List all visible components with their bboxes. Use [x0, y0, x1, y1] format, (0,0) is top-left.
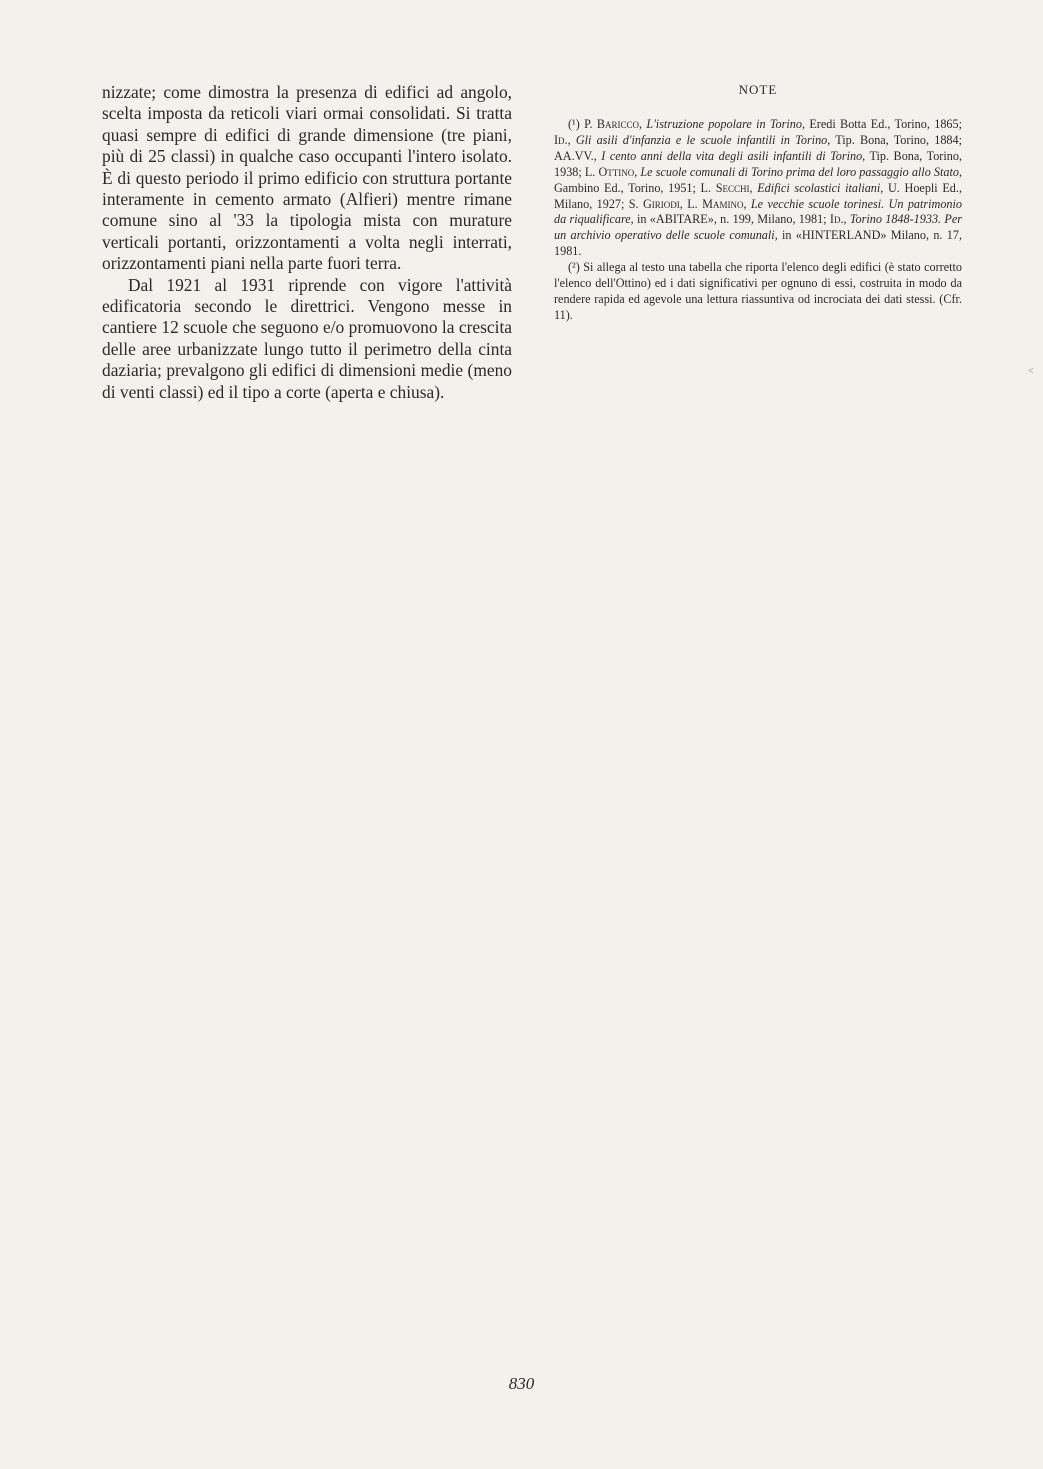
- footnote-text: ,: [749, 180, 758, 195]
- footnote-text: ,: [639, 117, 647, 131]
- notes-heading: NOTE: [738, 82, 778, 97]
- footnote-text: , Tip. Bona, Torino, 1884; AA.VV.,: [554, 132, 963, 163]
- footnote-1-mark: (¹) P.: [568, 117, 597, 131]
- footnote-text: ,: [567, 132, 576, 147]
- footnote-text: , Gambino Ed., Torino, 1951; L.: [554, 164, 962, 195]
- author-name: Ottino: [598, 164, 635, 179]
- footnote-1: [554, 117, 962, 260]
- footnote-text: , Tip. Bona, Torino, 1938; L.: [554, 148, 962, 179]
- book-title: Edifici scolastici italiani: [757, 180, 881, 195]
- footnote-text: , in «HINTERLAND» Milano, n. 17, 1981.: [554, 228, 962, 259]
- notes-column: [554, 82, 962, 324]
- footnote-text: ,: [743, 196, 751, 211]
- book-title: I cento anni della vita degli asili infantili di Torino: [601, 148, 863, 163]
- book-title: Le scuole comunali di Torino prima del loro passaggio allo Stato: [640, 164, 959, 179]
- main-text-column: [102, 82, 512, 403]
- author-name: Id.: [554, 132, 568, 147]
- author-name: Baricco: [596, 117, 640, 131]
- author-name: Secchi: [715, 180, 750, 195]
- footnote-text: , L.: [679, 196, 703, 211]
- book-title: L'istruzione popolare in Torino: [646, 117, 802, 131]
- footnote-text: ,: [843, 212, 850, 227]
- footnote-text: , in «ABITARE», n. 199, Milano, 1981;: [630, 212, 830, 227]
- book-title: Le vecchie scuole torinesi. Un patrimonio da riqualificare: [554, 196, 963, 227]
- author-name: Mamino: [702, 196, 744, 211]
- body-paragraph-2: Dal 1921 al 1931 riprende con vigore l'attività edificatoria secondo le direttrici. Vengono messe in cantiere 12 scuole che seguono e/o promuovono la crescita delle aree urbanizzate lungo tutto il perimetro della cinta daziaria; prevalgono gli edifici di dimensioni medie (meno di venti classi) ed il tipo a corte (aperta e chiusa).: [102, 274, 512, 402]
- book-title: Torino 1848-1933. Per un archivio operativo delle scuole comunali: [554, 212, 962, 243]
- footnote-text: , Eredi Botta Ed., Torino, 1865;: [801, 117, 962, 131]
- footnote-text: ,: [634, 164, 641, 179]
- body-paragraph-1: nizzate; come dimostra la presenza di edifici ad angolo, scelta imposta da reticoli viari ormai consolidati. Si tratta quasi sempre di edifici di grande dimensione (tre piani, più di 25 classi) in qualche caso occupanti l'intero isolato. È di questo periodo il primo edificio con struttura portante interamente in cemento armato (Alfieri) mentre rimane comune sino al '33 la tipologia mista con murature verticali portanti, orizzontamenti a volta negli interrati, orizzontamenti piani nella parte fuori terra.: [102, 82, 512, 274]
- book-title: Gli asili d'infanzia e le scuole infantili in Torino: [575, 132, 828, 147]
- footnote-text: , U. Hoepli Ed., Milano, 1927; S.: [554, 180, 962, 211]
- footnote-2: (²) Si allega al testo una tabella che riporta l'elenco degli edifici (è stato corretto l'elenco dell'Ottino) ed i dati significativi per ognuno di essi, costruita in modo da rendere rapida ed agevole una lettura riassuntiva od incrociata dei dati stessi. (Cfr. 11).: [554, 260, 962, 322]
- margin-mark: <: [1028, 366, 1034, 377]
- page-number: 830: [508, 1374, 535, 1393]
- author-name: Id.: [829, 212, 844, 227]
- author-name: Giriodi: [643, 196, 680, 211]
